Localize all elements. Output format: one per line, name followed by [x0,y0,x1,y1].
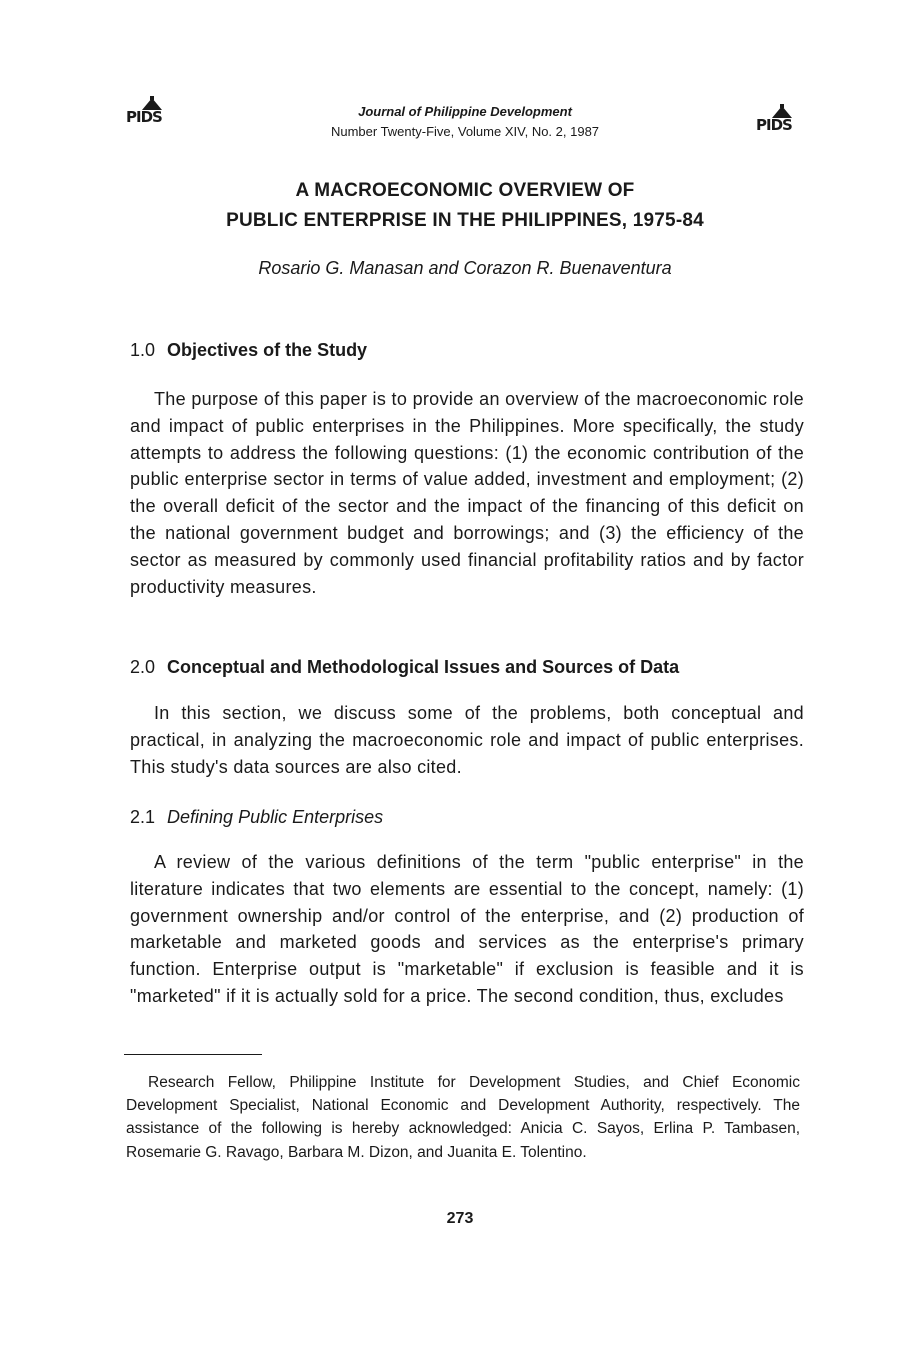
journal-name: Journal of Philippine Development [358,104,572,119]
journal-issue: Number Twenty-Five, Volume XIV, No. 2, 1987 [330,124,600,139]
section-heading-1-0 [130,340,810,361]
footnote-rule [124,1054,262,1055]
paper-title-line-2: PUBLIC ENTERPRISE IN THE PHILIPPINES, 1975-84 [226,210,704,231]
section-paragraph-1-0: The purpose of this paper is to provide an overview of the macroeconomic role and impact of public enterprises in the Philippines. More specifically, the study attempts to address the following questions: (1) the economic contribution of the public enterprise sector in terms of value added, investment and employment; (2) the overall deficit of the sector and the impact of the financing of this deficit on the national government budget and borrowings; and (3) the efficiency of the sector as measured by commonly used financial profitability ratios and by factor productivity measures. [130,389,804,597]
paper-title-line-1: A MACROECONOMIC OVERVIEW OF [295,180,635,201]
pids-logo-text: PIDS [126,108,162,126]
section-paragraph-2-1: A review of the various definitions of the term "public enterprise" in the literature indicates that two elements are essential to the concept, namely: (1) government ownership and/or control of the enterprise, and (2) production of marketable and marketed goods and services as the enterprise's primary function. Enterprise output is "marketable" if exclusion is feasible and it is "marketed" if it is actually sold for a price. The second condition, thus, excludes [130,852,804,1006]
section-heading-2-1 [130,807,810,828]
section-number: 1.0 [130,340,156,360]
paper-authors: Rosario G. Manasan and Corazon R. Buenaventura [258,258,672,278]
section-title: Objectives of the Study [167,340,368,360]
section-number: 2.1 [130,807,156,827]
pids-logo-left [126,96,178,126]
section-paragraph-2-0: In this section, we discuss some of the problems, both conceptual and practical, in analyzing the macroeconomic role and impact of public enterprises. This study's data sources are also cited. [130,703,804,777]
pids-logo-right [756,104,808,134]
pids-logo-text: PIDS [756,116,792,134]
journal-header [250,102,680,142]
page-number: 273 [446,1210,474,1227]
section-title: Defining Public Enterprises [167,807,384,827]
section-heading-2-0 [130,657,810,678]
section-title: Conceptual and Methodological Issues and Sources of Data [167,657,680,677]
footnote: Research Fellow, Philippine Institute for Development Studies, and Chief Economic Development Specialist, National Economic and Development Authority, respectively. The assistance of the following is hereby acknowledged: Anicia C. Sayos, Erlina P. Tambasen, Rosemarie G. Ravago, Barbara M. Dizon, and Juanita E. Tolentino. [126,1074,800,1161]
paper-title [100,176,830,236]
section-number: 2.0 [130,657,156,677]
